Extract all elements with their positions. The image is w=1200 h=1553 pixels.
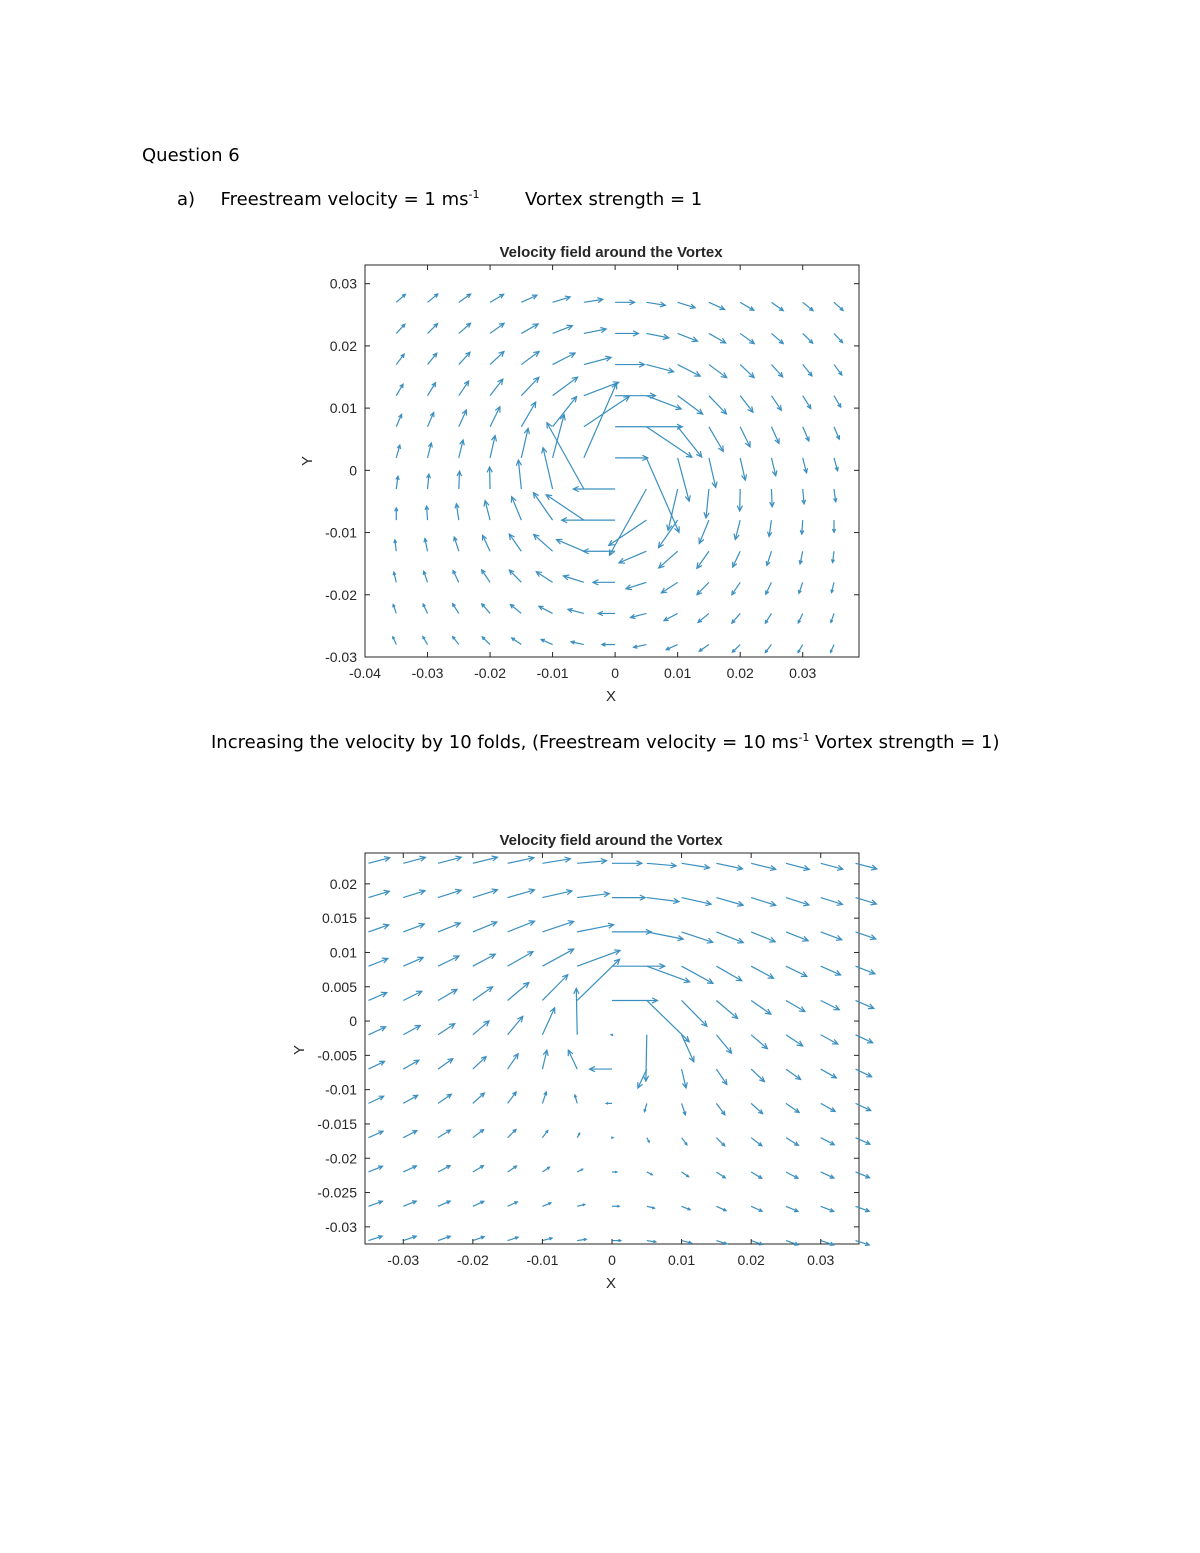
x-tick-label: 0.03	[807, 1252, 835, 1268]
y-tick-label: 0.02	[329, 337, 357, 354]
x-axis-label: X	[605, 688, 617, 705]
increase-velocity-text: Increasing the velocity by 10 folds, (Freestream velocity = 10 ms	[211, 732, 799, 753]
y-tick-label: 0.01	[329, 944, 357, 961]
x-tick-label: 0	[611, 665, 620, 681]
freestream-velocity-unit-exponent: -1	[468, 188, 480, 201]
x-tick-label: -0.02	[456, 1252, 489, 1268]
increase-vortex-strength-text: Vortex strength = 1)	[809, 732, 1000, 753]
plot-title: Velocity field around the Vortex	[499, 832, 723, 849]
y-tick-label: -0.02	[325, 586, 357, 603]
x-tick-label: -0.01	[536, 665, 569, 681]
question-heading: Question 6	[142, 145, 240, 166]
y-tick-label: -0.015	[317, 1115, 357, 1132]
x-tick-label: -0.03	[411, 665, 444, 681]
y-tick-label: -0.005	[317, 1047, 357, 1064]
x-tick-label: 0.01	[664, 665, 692, 681]
y-tick-label: -0.01	[325, 524, 357, 541]
x-tick-label: -0.04	[349, 665, 381, 681]
freestream-velocity-text: Freestream velocity = 1 ms	[220, 189, 469, 210]
y-tick-label: 0.005	[321, 978, 357, 995]
y-axis-label: Y	[291, 1044, 308, 1056]
x-tick-label: 0.01	[667, 1252, 696, 1268]
x-tick-label: 0.03	[789, 665, 817, 681]
x-tick-label: -0.02	[474, 665, 507, 681]
plot-title: Velocity field around the Vortex	[499, 244, 723, 261]
plot-axes-box	[365, 853, 859, 1244]
x-tick-label: -0.01	[526, 1252, 559, 1268]
y-tick-label: 0.01	[329, 400, 357, 417]
y-tick-label: 0.03	[329, 275, 357, 292]
y-tick-label: 0.02	[329, 875, 357, 892]
y-tick-label: 0	[349, 1013, 357, 1030]
y-tick-label: -0.03	[325, 1218, 357, 1235]
y-tick-label: 0.015	[321, 910, 357, 927]
x-axis-label: X	[605, 1275, 617, 1292]
x-tick-label: 0.02	[726, 665, 754, 681]
x-tick-label: -0.03	[387, 1252, 420, 1268]
vortex-strength-text: Vortex strength = 1	[524, 189, 703, 210]
increase-velocity-unit-exponent: -1	[798, 731, 810, 744]
y-tick-label: -0.03	[325, 649, 357, 665]
y-axis-label: Y	[299, 455, 316, 467]
x-tick-label: 0.02	[737, 1252, 765, 1268]
part-a-marker: a)	[177, 189, 196, 210]
x-tick-label: 0	[608, 1252, 616, 1268]
y-tick-label: -0.02	[325, 1150, 357, 1167]
y-tick-label: 0	[349, 462, 357, 479]
y-tick-label: -0.025	[317, 1184, 357, 1201]
y-tick-label: -0.01	[325, 1081, 357, 1098]
